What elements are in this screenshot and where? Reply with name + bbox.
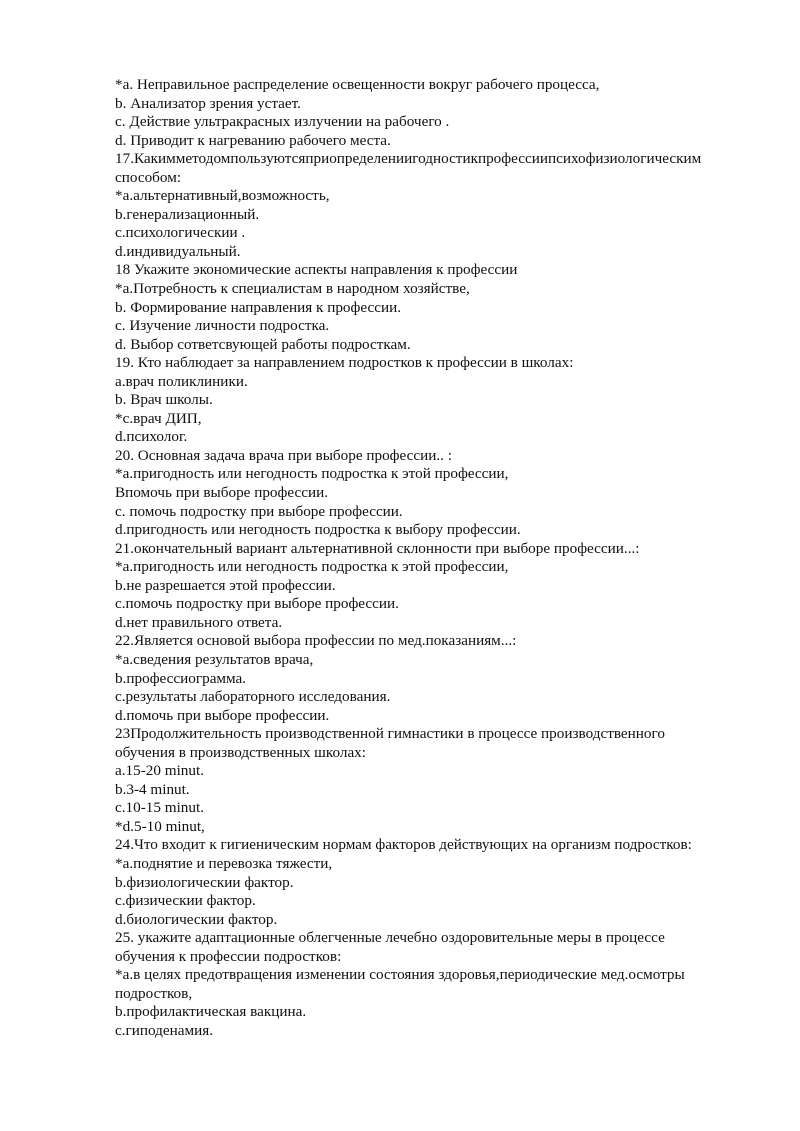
- text-line: d.нет правильного ответа.: [115, 613, 283, 631]
- text-line: c. помочь подростку при выборе профессии.: [115, 502, 403, 520]
- text-line: *a.Потребность к специалистам в народном хозяйстве,: [115, 280, 470, 298]
- text-line: b. Формирование направления к профессии.: [115, 298, 402, 316]
- text-line: c.психологическии .: [115, 224, 246, 242]
- text-line: b.профилактическая вакцина.: [115, 1003, 307, 1021]
- text-line: c. Изучение личности подростка.: [115, 317, 330, 335]
- text-line: *a.сведения результатов врача,: [115, 650, 314, 668]
- question-heading: 22.Является основой выбора профессии по мед.показаниям...:: [115, 632, 517, 650]
- text-line: b.генерализационный.: [115, 205, 260, 223]
- question-heading: 17.Какимметодомпользуютсяприопределениигодностикпрофессиипсихофизиологическим: [115, 150, 702, 168]
- text-line: d.биологическии фактор.: [115, 910, 278, 928]
- text-line: c.физическии фактор.: [115, 892, 256, 910]
- text-line: d. Выбор сответсвующей работы подросткам.: [115, 335, 411, 353]
- text-line: b.3-4 minut.: [115, 780, 190, 798]
- text-line: c.10-15 minut.: [115, 799, 205, 817]
- text-line: *c.врач ДИП,: [115, 409, 202, 427]
- question-heading: 25. укажите адаптационные облегченные лечебно оздоровительные меры в процессе: [115, 929, 665, 947]
- text-line: d.психолог.: [115, 428, 188, 446]
- text-line: способом:: [115, 168, 182, 186]
- text-line: *a.альтернативный,возможность,: [115, 187, 330, 205]
- text-line: *d.5-10 minut,: [115, 817, 205, 835]
- text-line: d.помочь при выборе профессии.: [115, 706, 330, 724]
- text-line: *a.пригодность или негодность подростка к этой профессии,: [115, 465, 509, 483]
- text-line: a.15-20 minut.: [115, 762, 205, 780]
- document-page: [115, 76, 755, 1040]
- text-line: обучения к профессии подростков:: [115, 947, 342, 965]
- text-line: b. Анализатор зрения устает.: [115, 94, 301, 112]
- text-line: *a.поднятие и перевозка тяжести,: [115, 854, 333, 872]
- text-line: c. Действие ультракрасных излучении на рабочего .: [115, 113, 450, 131]
- text-line: c.гиподенамия.: [115, 1021, 214, 1039]
- text-line: *a. Неправильное распределение освещенности вокруг рабочего процесса,: [115, 76, 600, 93]
- text-line: b. Врач школы.: [115, 391, 213, 409]
- text-line: d.индивидуальный.: [115, 242, 241, 260]
- question-heading: 20. Основная задача врача при выборе профессии.. :: [115, 446, 452, 464]
- text-line: c.результаты лабораторного исследования.: [115, 688, 391, 706]
- question-heading: 19. Кто наблюдает за направлением подростков к профессии в школах:: [115, 354, 574, 372]
- question-heading: 24.Что входит к гигиеническим нормам факторов действующих на организм подростков:: [115, 836, 692, 854]
- text-line: обучения в производственных школах:: [115, 743, 366, 761]
- text-line: d.пригодность или негодность подростка к выбору профессии.: [115, 521, 521, 539]
- text-line: подростков,: [115, 984, 193, 1002]
- text-line: a.врач поликлиники.: [115, 372, 248, 390]
- question-heading: 21.окончательный вариант альтернативной склонности при выборе профессии...:: [115, 539, 640, 557]
- text-line: b.физиологическии фактор.: [115, 873, 294, 891]
- text-line: c.помочь подростку при выборе профессии.: [115, 595, 399, 613]
- question-heading: 18 Укажите экономические аспекты направления к профессии: [115, 261, 518, 279]
- text-line: *a.пригодность или негодность подростка к этой профессии,: [115, 558, 509, 576]
- text-line: Впомочь при выборе профессии.: [115, 484, 329, 502]
- text-line: b.профессиограмма.: [115, 669, 247, 687]
- text-line: b.не разрешается этой профессии.: [115, 576, 336, 594]
- text-line: *a.в целях предотвращения изменении состояния здоровья,периодические мед.осмотры: [115, 966, 685, 984]
- question-heading: 23Продолжительность производственной гимнастики в процессе производственного: [115, 725, 665, 743]
- text-line: d. Приводит к нагреванию рабочего места.: [115, 131, 391, 149]
